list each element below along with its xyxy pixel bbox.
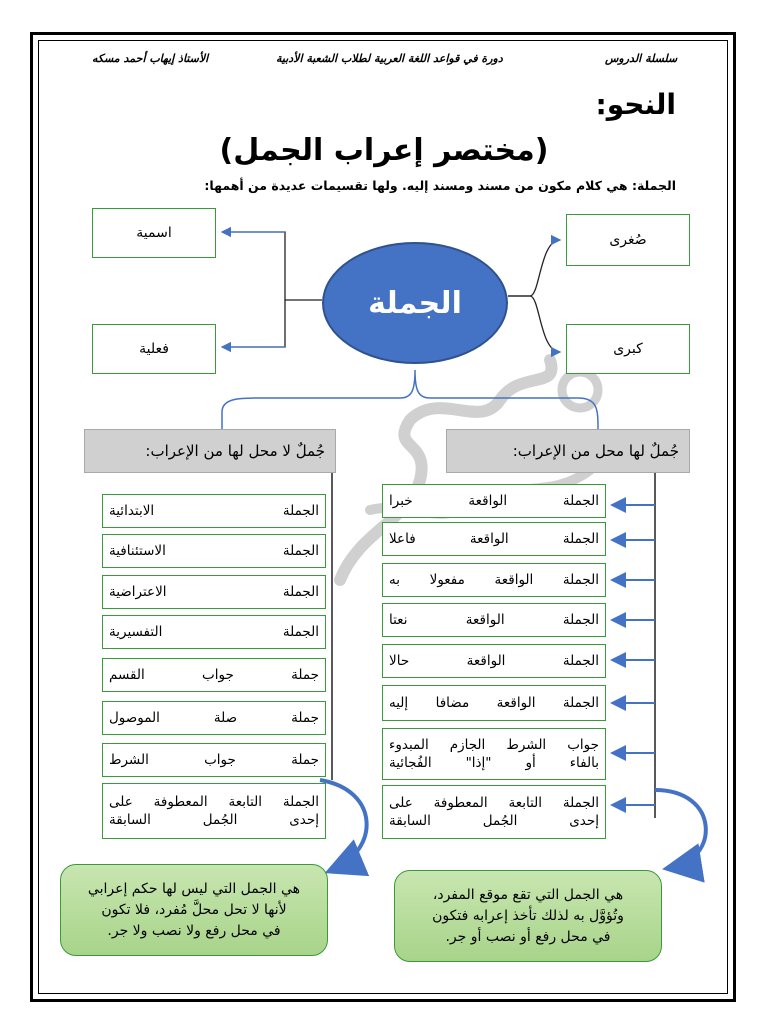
without-place-item-8: الجملة التابعة المعطوفة على إحدى الجُمل السابقة [102, 783, 326, 839]
subject-title: النحو: [595, 88, 676, 121]
header-course: دورة في قواعد اللغة العربية لطلاب الشعبة الأدبية [276, 52, 503, 65]
without-place-item-7: جملة جواب الشرط [102, 743, 326, 777]
with-place-item-1: الجملة الواقعة خبرا [382, 484, 606, 518]
header-series: سلسلة الدروس [605, 52, 678, 65]
with-place-item-8: الجملة التابعة المعطوفة على إحدى الجُمل السابقة [382, 785, 606, 839]
with-place-item-5: الجملة الواقعة حالا [382, 644, 606, 678]
type-verbal: فعلية [92, 324, 216, 374]
header-teacher: الأستاذ إيهاب أحمد مسكه [92, 52, 209, 65]
with-place-heading: جُملٌ لها محل من الإعراب: [446, 429, 690, 473]
without-place-item-3: الجملة الاعتراضية [102, 575, 326, 609]
with-place-item-3: الجملة الواقعة مفعولا به [382, 563, 606, 597]
with-place-item-7: جواب الشرط الجازم المبدوء بالفاء أو "إذا" الفُجائية [382, 728, 606, 780]
center-oval: الجملة [322, 242, 508, 364]
without-place-item-5: جملة جواب القسم [102, 658, 326, 692]
with-place-note: هي الجمل التي تقع موقع المفرد، وتُؤوَّل به لذلك تأخذ إعرابه فتكون في محل رفع أو نصب أو جر. [394, 870, 662, 962]
without-place-heading: جُملٌ لا محل لها من الإعراب: [84, 429, 336, 473]
without-place-item-4: الجملة التفسيرية [102, 615, 326, 649]
type-minor: صُغرى [566, 214, 690, 266]
type-nominal: اسمية [92, 208, 216, 258]
with-place-item-6: الجملة الواقعة مضافا إليه [382, 685, 606, 721]
page-title: (مختصر إعراب الجمل) [219, 133, 549, 168]
type-major: كبرى [566, 324, 690, 374]
without-place-item-1: الجملة الابتدائية [102, 494, 326, 528]
definition-text: الجملة: هي كلام مكون من مسند ومسند إليه. ولها تقسيمات عديدة من أهمها: [204, 178, 676, 193]
without-place-item-6: جملة صلة الموصول [102, 701, 326, 735]
without-place-note: هي الجمل التي ليس لها حكم إعرابي لأنها لا تحل محلَّ مُفرد، فلا تكون في محل رفع ولا نصب ولا جر. [60, 864, 328, 956]
with-place-item-4: الجملة الواقعة نعتا [382, 603, 606, 637]
without-place-item-2: الجملة الاستئنافية [102, 534, 326, 568]
with-place-item-2: الجملة الواقعة فاعلا [382, 522, 606, 556]
